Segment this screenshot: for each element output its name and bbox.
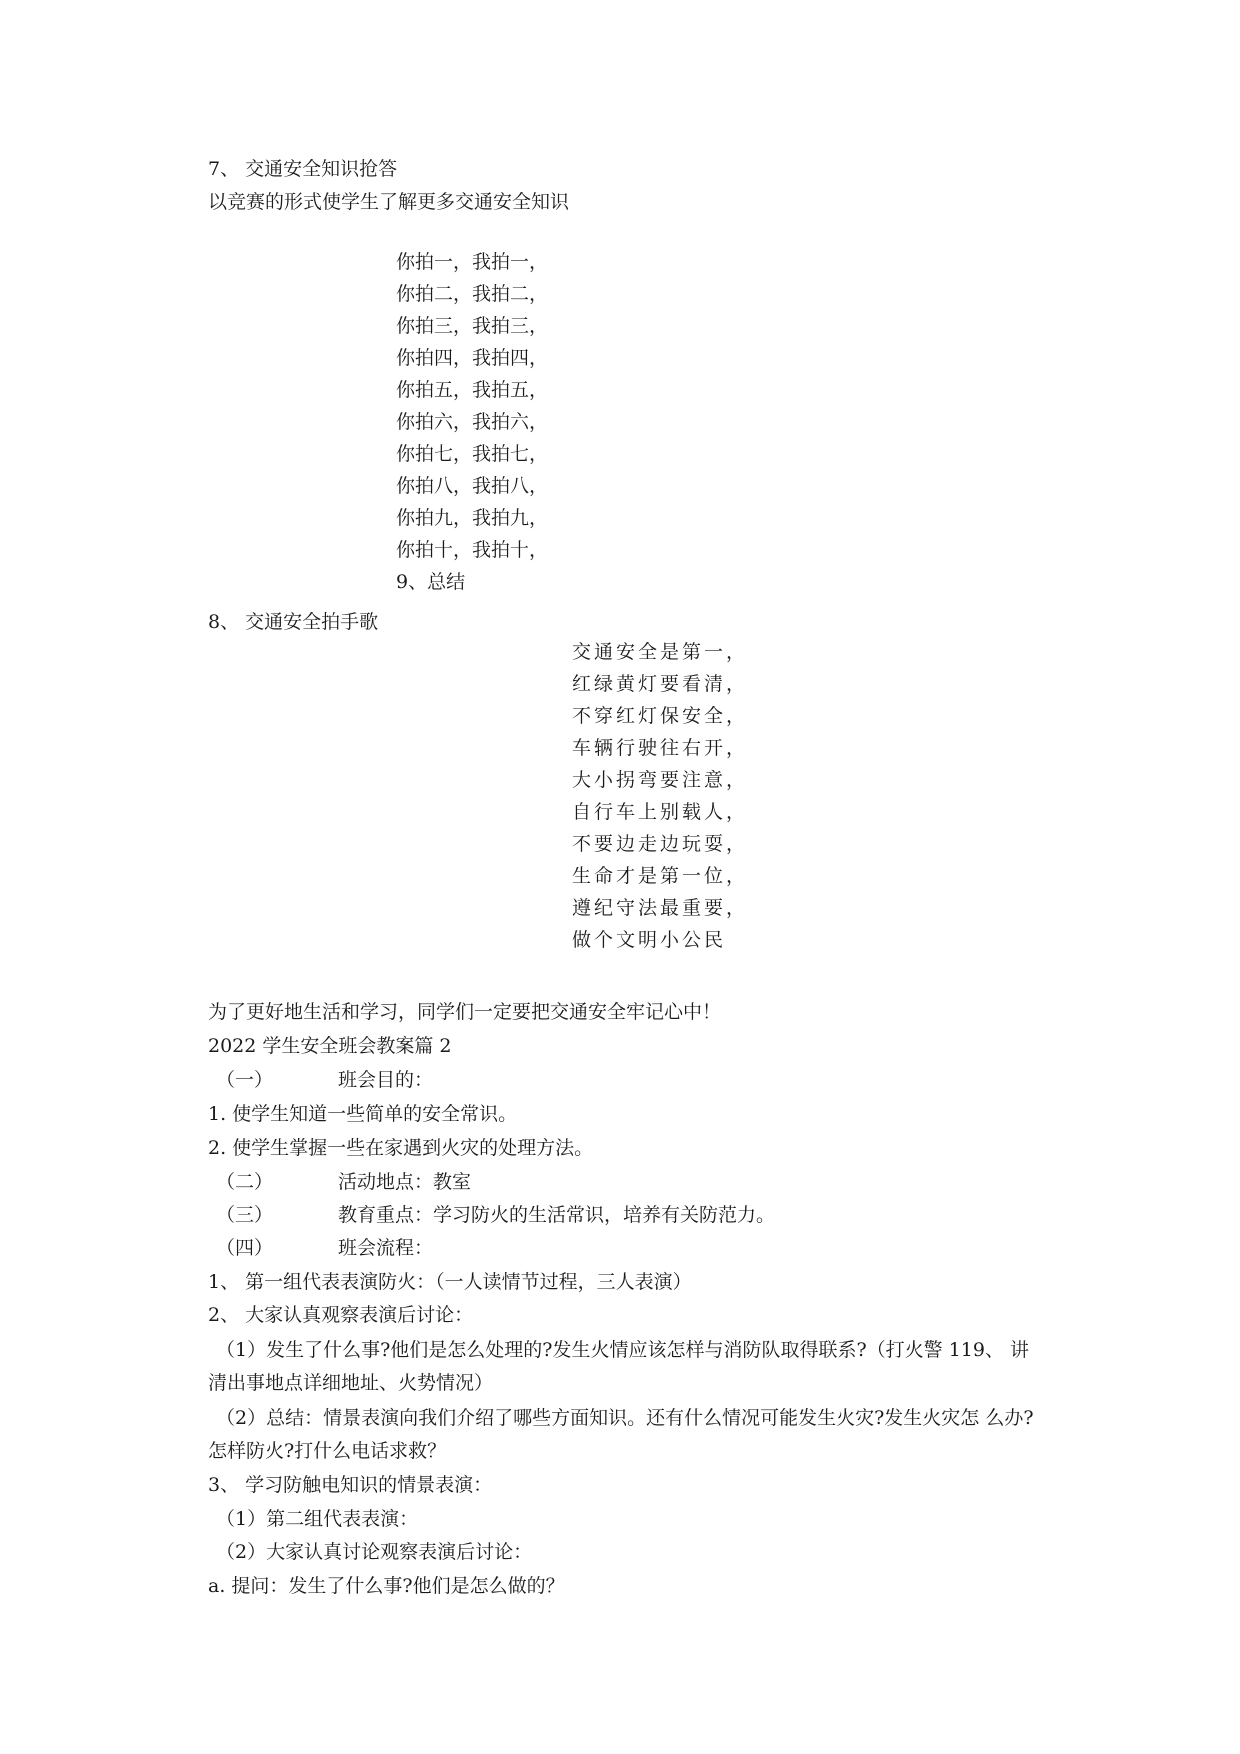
goal-1: 1. 使学生知道一些简单的安全常识。 [208,1103,518,1125]
step-1: 1、 第一组代表表演防火：（一人读情节过程，三人表演） [208,1271,692,1293]
song-line: 交通安全是第一， [572,641,749,663]
rhyme-line: 你拍四，我拍四， [396,347,549,369]
rhyme-line: 你拍八，我拍八， [396,475,549,497]
goal-2: 2. 使学生掌握一些在家遇到火灾的处理方法。 [208,1137,594,1159]
rhyme-line: 你拍六，我拍六， [396,411,549,433]
rhyme-line: 你拍十，我拍十， [396,539,549,561]
question-2-line-1: （2）总结：情景表演向我们介绍了哪些方面知识。还有什么情况可能发生火灾?发生火灾怎 么办? [216,1407,1034,1429]
part-3-text: 教育重点：学习防火的生活常识，培养有关防范力。 [338,1204,776,1226]
closing-sentence: 为了更好地生活和学习，同学们一定要把交通安全牢记心中！ [208,1001,722,1023]
section-8-title: 8、 交通安全拍手歌 [208,611,379,633]
part-2-text: 活动地点：教室 [338,1171,472,1193]
song-line: 车辆行驶往右开， [572,737,749,759]
song-line: 不要边走边玩耍， [572,833,749,855]
section-7-title: 7、 交通安全知识抢答 [208,158,398,180]
song-line: 不穿红灯保安全， [572,705,749,727]
question-1-line-2: 清出事地点详细地址、火势情况） [208,1372,494,1394]
step-2: 2、 大家认真观察表演后讨论： [208,1304,474,1326]
song-line: 做个文明小公民 [572,929,727,951]
rhyme-line: 你拍五，我拍五， [396,379,549,401]
rhyme-line: 你拍二，我拍二， [396,283,549,305]
song-line: 自行车上别载人， [572,801,749,823]
rhyme-line: 你拍九，我拍九， [396,507,549,529]
rhyme-line: 你拍一，我拍一， [396,251,549,273]
part-2-number: （二） [216,1171,274,1193]
rhyme-line: 你拍三，我拍三， [396,315,549,337]
step-3-item-1: （1）第二组代表表演： [216,1508,419,1530]
question-2-line-2: 怎样防火?打什么电话求救？ [208,1440,447,1462]
song-line: 遵纪守法最重要， [572,897,749,919]
step-3-item-2: （2）大家认真讨论观察表演后讨论： [216,1541,533,1563]
question-1-line-1: （1）发生了什么事?他们是怎么处理的?发生火情应该怎样与消防队取得联系?（打火警 119、 讲 [216,1339,1029,1361]
part-3-number: （三） [216,1204,274,1226]
section-7-description: 以竞赛的形式使学生了解更多交通安全知识 [208,191,570,213]
part-1-text: 班会目的： [338,1069,434,1091]
song-line: 生命才是第一位， [572,865,749,887]
lesson-heading: 2022 学生安全班会教案篇 2 [208,1035,452,1057]
rhyme-line: 9、总结 [396,571,466,593]
part-4-number: （四） [216,1237,274,1259]
song-line: 红绿黄灯要看清， [572,673,749,695]
song-line: 大小拐弯要注意， [572,769,749,791]
step-3: 3、 学习防触电知识的情景表演： [208,1474,493,1496]
part-4-text: 班会流程： [338,1237,434,1259]
step-3-item-a: a. 提问：发生了什么事?他们是怎么做的？ [208,1575,565,1597]
part-1-number: （一） [216,1069,274,1091]
rhyme-line: 你拍七，我拍七， [396,443,549,465]
